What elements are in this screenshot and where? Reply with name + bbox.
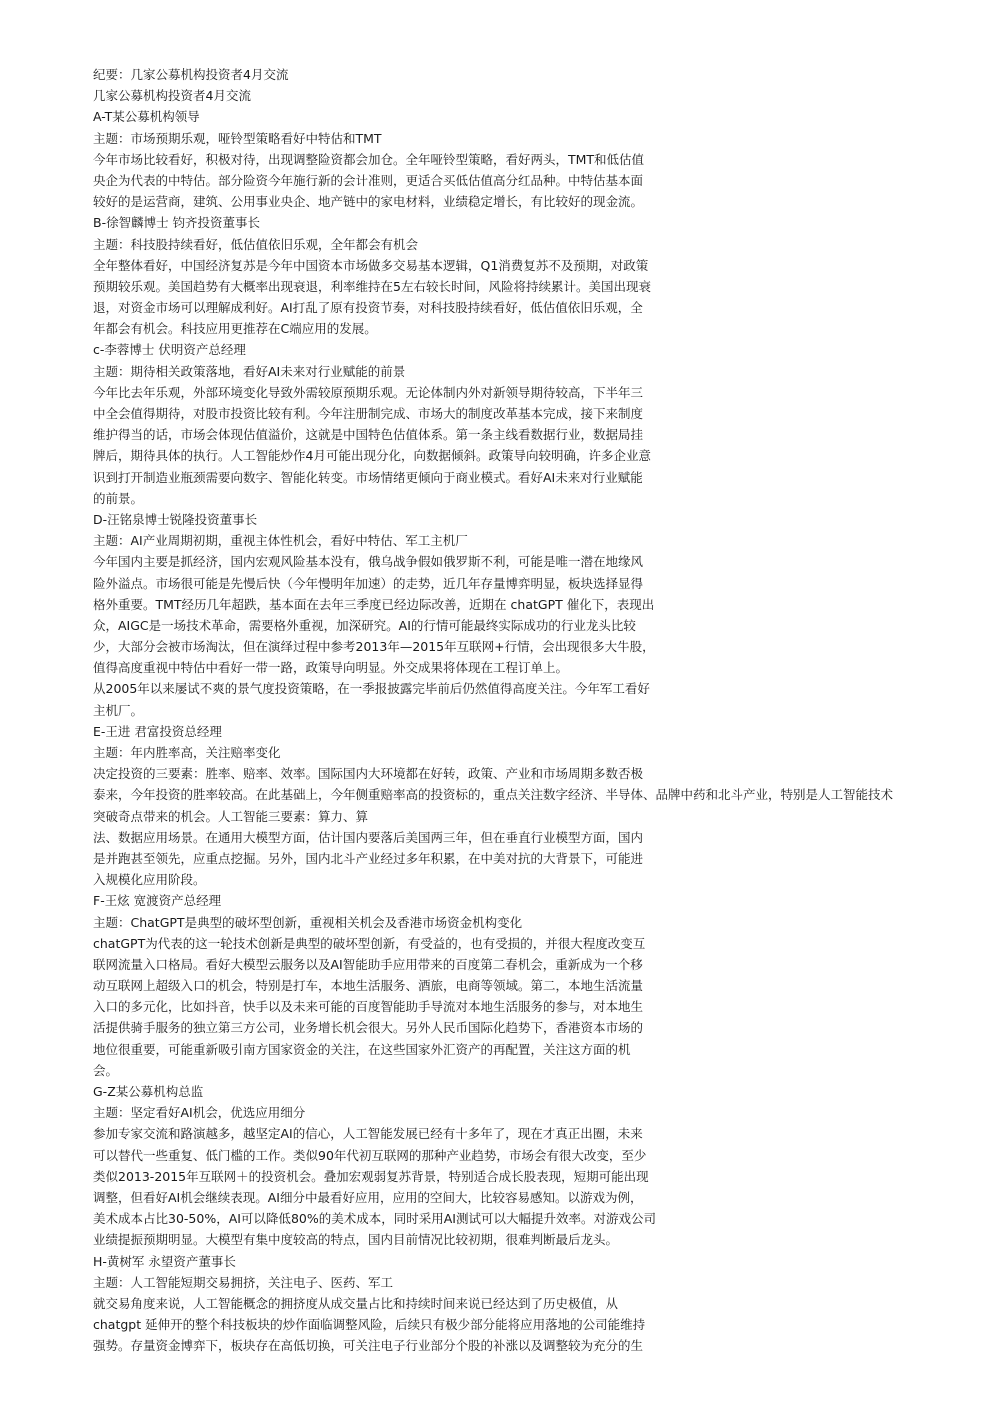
text-line: A-T某公募机构领导 bbox=[93, 109, 200, 125]
text-line: 美术成本占比30-50%，AI可以降低80%的美术成本，同时采用AI测试可以大幅提升效率。对游戏公司 bbox=[93, 1211, 656, 1227]
text-line: 退，对资金市场可以理解成利好。AI打乱了原有投资节奏，对科技股持续看好，低估值依旧乐观，全 bbox=[93, 300, 643, 316]
text-line: 业绩提振预期明显。大模型有集中度较高的特点，国内目前情况比较初期，很难判断最后龙头。 bbox=[93, 1232, 619, 1248]
text-line: chatGPT为代表的这一轮技术创新是典型的破坏型创新，有受益的，也有受损的，并很大程度改变互 bbox=[93, 935, 646, 951]
text-line: 从2005年以来屡试不爽的景气度投资策略，在一季报披露完毕前后仍然值得高度关注。今年军工看好 bbox=[93, 681, 650, 697]
text-line: 强势。存量资金博弈下，板块存在高低切换，可关注电子行业部分个股的补涨以及调整较为充分的生 bbox=[93, 1338, 644, 1354]
text-line: 全年整体看好，中国经济复苏是今年中国资本市场做多交易基本逻辑，Q1消费复苏不及预期，对政策 bbox=[93, 257, 649, 273]
text-line: B-徐智麟博士 钧齐投资董事长 bbox=[93, 215, 261, 231]
text-line: 众，AIGC是一场技术革命，需要格外重视，加深研究。AI的行情可能最终实际成功的行业龙头比较 bbox=[93, 617, 636, 633]
text-line: F-王炫 宽渡资产总经理 bbox=[93, 893, 222, 909]
text-line: 泰来，今年投资的胜率较高。在此基础上，今年侧重赔率高的投资标的，重点关注数字经济、半导体、品牌中药和北斗产业，特别是人工智能技术 bbox=[93, 787, 894, 803]
text-line: 会。 bbox=[93, 1062, 119, 1078]
text-line: 主题：坚定看好AI机会，优选应用细分 bbox=[93, 1105, 306, 1121]
text-line: 突破奇点带来的机会。人工智能三要素：算力、算 bbox=[93, 808, 369, 824]
text-line: 的前景。 bbox=[93, 490, 144, 506]
text-line: 入规模化应用阶段。 bbox=[93, 872, 206, 888]
text-line: 联网流量入口格局。看好大模型云服务以及AI智能助手应用带来的百度第二春机会，重新成为一个移 bbox=[93, 956, 643, 972]
text-line: 主机厂。 bbox=[93, 702, 144, 718]
text-line: 少，大部分会被市场淘汰，但在演绎过程中参考2013年—2015年互联网+行情，会出现很多大牛股， bbox=[93, 639, 655, 655]
text-line: 值得高度重视中特估中看好一带一路，政策导向明显。外交成果将体现在工程订单上。 bbox=[93, 660, 569, 676]
text-line: 预期较乐观。美国趋势有大概率出现衰退，利率维持在5左右较长时间，风险将持续累计。美国出现衰 bbox=[93, 278, 651, 294]
text-line: 决定投资的三要素：胜率、赔率、效率。国际国内大环境都在好转，政策、产业和市场周期多数否极 bbox=[93, 766, 644, 782]
text-line: 主题：人工智能短期交易拥挤，关注电子、医药、军工 bbox=[93, 1274, 394, 1290]
text-line: 主题：市场预期乐观，哑铃型策略看好中特估和TMT bbox=[93, 130, 382, 146]
text-line: 维护得当的话，市场会体现估值溢价，这就是中国特色估值体系。第一条主线看数据行业，数据局挂 bbox=[93, 427, 644, 443]
text-line: 主题：期待相关政策落地，看好AI未来对行业赋能的前景 bbox=[93, 363, 406, 379]
text-line: 入口的多元化，比如抖音，快手以及未来可能的百度智能助手导流对本地生活服务的参与，对本地生 bbox=[93, 999, 644, 1015]
text-line: 格外重要。TMT经历几年超跌，基本面在去年三季度已经边际改善，近期在 chatGPT 催化下，表现出 bbox=[93, 596, 655, 612]
text-line: 纪要：几家公募机构投资者4月交流 bbox=[93, 67, 289, 82]
text-line: 今年国内主要是抓经济，国内宏观风险基本没有，俄乌战争假如俄罗斯不利，可能是唯一潜在地缘风 bbox=[93, 554, 644, 570]
text-line: 主题：AI产业周期初期，重视主体性机会，看好中特估、军工主机厂 bbox=[93, 533, 468, 549]
text-line: 今年市场比较看好，积极对待，出现调整险资都会加仓。全年哑铃型策略，看好两头，TMT和低估值 bbox=[93, 151, 645, 167]
text-line: G-Z某公募机构总监 bbox=[93, 1084, 204, 1099]
text-line: c-李蓉博士 伏明资产总经理 bbox=[93, 342, 246, 358]
text-line: E-王进 君富投资总经理 bbox=[93, 723, 222, 739]
text-line: 动互联网上超级入口的机会，特别是打车，本地生活服务、酒旅，电商等领域。第二，本地生活流量 bbox=[93, 978, 644, 994]
text-line: H-黄树军 永望资产董事长 bbox=[93, 1253, 236, 1269]
text-line: 较好的是运营商，建筑、公用事业央企、地产链中的家电材料，业绩稳定增长，有比较好的现金流。 bbox=[93, 194, 644, 210]
text-line: 活提供骑手服务的独立第三方公司，业务增长机会很大。另外人民币国际化趋势下，香港资本市场的 bbox=[93, 1020, 644, 1036]
text-line: 今年比去年乐观，外部环境变化导致外需较原预期乐观。无论体制内外对新领导期待较高，下半年三 bbox=[93, 384, 644, 400]
text-line: 中全会值得期待，对股市投资比较有利。今年注册制完成、市场大的制度改革基本完成，接下来制度 bbox=[93, 406, 644, 421]
text-line: 法、数据应用场景。在通用大模型方面，估计国内要落后美国两三年，但在垂直行业模型方面，国内 bbox=[93, 829, 644, 845]
text-line: 就交易角度来说，人工智能概念的拥挤度从成交量占比和持续时间来说已经达到了历史极值，从 bbox=[93, 1295, 619, 1311]
document-page bbox=[93, 64, 953, 1356]
text-line: 调整，但看好AI机会继续表现。AI细分中最看好应用，应用的空间大，比较容易感知。以游戏为例， bbox=[93, 1189, 643, 1205]
text-line: 央企为代表的中特估。部分险资今年施行新的会计准则，更适合买低估值高分红品种。中特估基本面 bbox=[93, 172, 644, 188]
text-line: 年都会有机会。科技应用更推荐在C端应用的发展。 bbox=[93, 321, 377, 337]
text-line: 地位很重要，可能重新吸引南方国家资金的关注，在这些国家外汇资产的再配置，关注这方面的机 bbox=[93, 1041, 631, 1057]
text-line: 识到打开制造业瓶颈需要向数字、智能化转变。市场情绪更倾向于商业模式。看好AI未来对行业赋能 bbox=[93, 469, 643, 485]
text-line: chatgpt 延伸开的整个科技板块的炒作面临调整风险，后续只有极少部分能将应用落地的公司能维持 bbox=[93, 1317, 646, 1333]
text-line: 是并跑甚至领先，应重点挖掘。另外，国内北斗产业经过多年积累，在中美对抗的大背景下，可能进 bbox=[93, 850, 644, 866]
text-line: 牌后，期待具体的执行。人工智能炒作4月可能出现分化，向数据倾斜。政策导向较明确，许多企业意 bbox=[93, 448, 651, 464]
text-line: 参加专家交流和路演越多，越坚定AI的信心，人工智能发展已经有十多年了，现在才真正出圈，未来 bbox=[93, 1126, 643, 1142]
text-line: 主题：科技股持续看好，低估值依旧乐观，全年都会有机会 bbox=[93, 236, 419, 252]
text-line: 主题：年内胜率高，关注赔率变化 bbox=[93, 745, 281, 760]
text-line: 可以替代一些重复、低门槛的工作。类似90年代初互联网的那种产业趋势，市场会有很大改变，至少 bbox=[93, 1147, 647, 1163]
text-line: D-汪铭泉博士锐隆投资董事长 bbox=[93, 511, 258, 527]
text-line: 险外溢点。市场很可能是先慢后快（今年慢明年加速）的走势，近几年存量博弈明显，板块选择显得 bbox=[93, 575, 644, 591]
text-line: 主题：ChatGPT是典型的破坏型创新，重视相关机会及香港市场资金机构变化 bbox=[93, 914, 523, 930]
text-line: 类似2013-2015年互联网＋的投资机会。叠加宏观弱复苏背景，特别适合成长股表现，短期可能出现 bbox=[93, 1168, 649, 1184]
text-line: 几家公募机构投资者4月交流 bbox=[93, 88, 251, 104]
